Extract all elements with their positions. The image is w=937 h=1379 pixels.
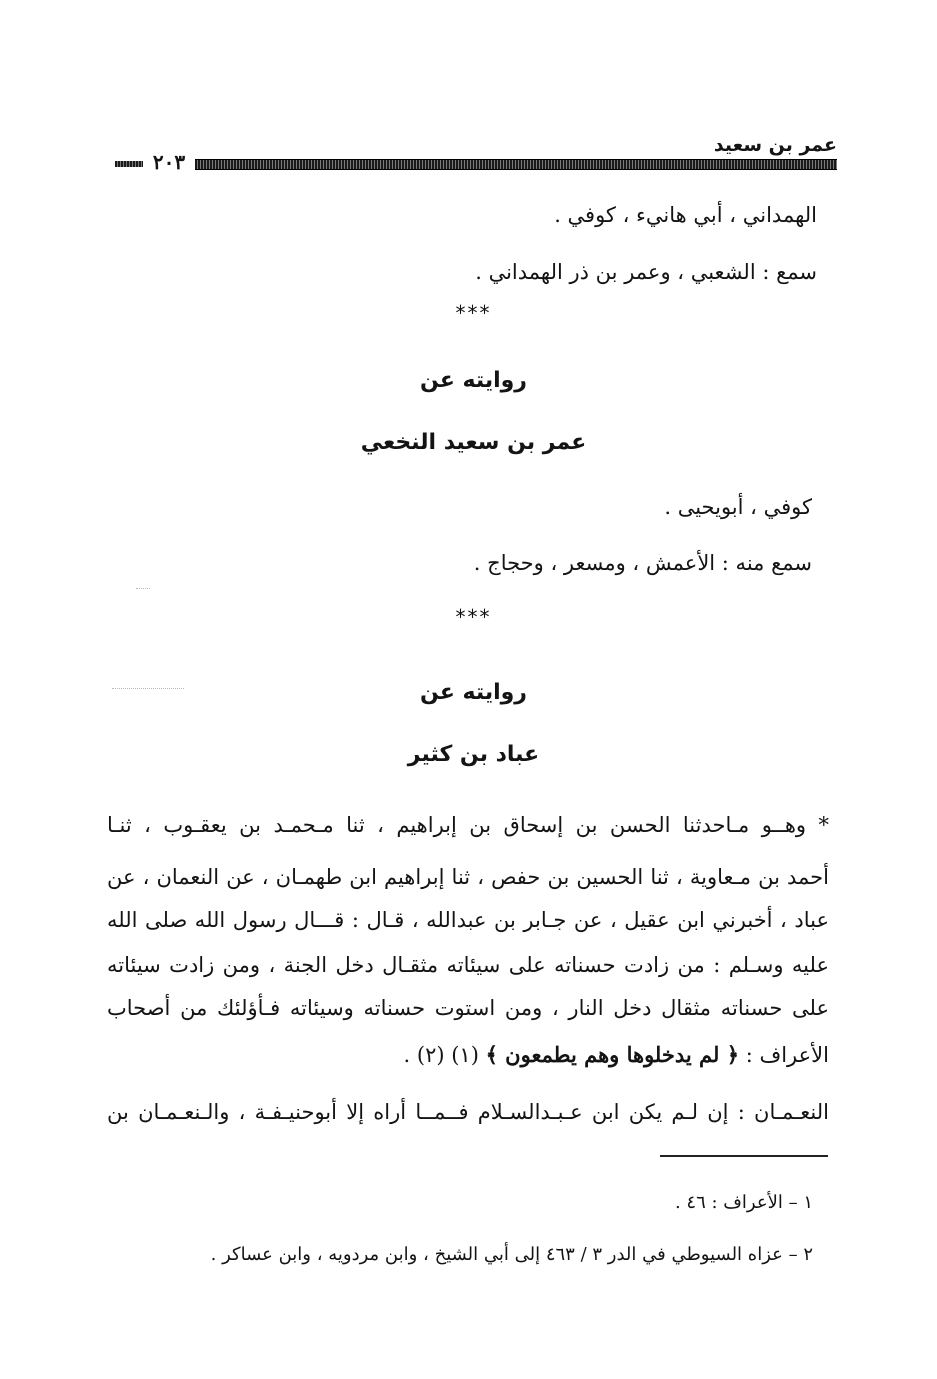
text-line: الهمداني ، أبي هانيء ، كوفي . (554, 203, 817, 227)
running-header-title: عمر بن سعيد (713, 134, 837, 156)
paragraph-text: الأعراف : (739, 1043, 829, 1067)
text-line: كوفي ، أبويحيى . (664, 495, 812, 519)
footnote: ٢ – عزاه السيوطي في الدر ٣ / ٤٦٣ إلى أبي الشيخ ، وابن مردويه ، وابن عساكر . (210, 1244, 813, 1265)
footnote-refs: (١) (٢) . (403, 1043, 486, 1067)
page-number: ٢٠٣ (144, 150, 194, 174)
paragraph-line: عليه وسـلم : من زادت حسناته على سيئاته مثقـال دخل الجنة ، ومن زادت سيئاته (107, 953, 829, 977)
header-rule-end (115, 161, 143, 167)
footnote: ١ – الأعراف : ٤٦ . (674, 1192, 813, 1213)
footnote-rule (660, 1155, 828, 1157)
paragraph-line: أحمد بن مـعاوية ، ثنا الحسين بن حفص ، ثنا إبراهيم ابن طهمـان ، عن النعمان ، عن (107, 865, 829, 889)
section-heading: روايته عن (420, 368, 527, 393)
quran-quote: ﴿ لم يدخلوها وهم يطمعون ﴾ (485, 1042, 740, 1067)
scan-artifact (136, 588, 150, 589)
scan-artifact (112, 688, 184, 689)
paragraph-line: على حسناته مثقال دخل النار ، ومن استوت حسناته وسيئاته فـأؤلئك من أصحاب (107, 996, 829, 1020)
text-line: سمع : الشعبي ، وعمر بن ذر الهمداني . (475, 260, 817, 284)
section-separator: *** (455, 301, 492, 325)
paragraph-line: النعـمـان : إن لـم يكن ابن عـبـدالسـلام فــمــا أراه إلا أبوحنيـفـة ، والـنعـمـان بن (107, 1100, 829, 1124)
section-separator: *** (455, 605, 492, 629)
paragraph-last-line (404, 1040, 829, 1070)
paragraph-line: عباد ، أخبرني ابن عقيل ، عن جـابر بن عبدالله ، قـال : قـــال رسول الله صلى الله (107, 908, 829, 932)
paragraph-line: * وهــو مـاحدثنا الحسن بن إسحاق بن إبراهيم ، ثنا مـحمـد بن يعقـوب ، ثنـا (107, 813, 829, 837)
narrator-name-heading: عمر بن سعيد النخعي (360, 430, 587, 455)
running-header (110, 134, 837, 174)
narrator-name-heading: عباد بن كثير (407, 742, 540, 767)
text-line: سمع منه : الأعمش ، ومسعر ، وحجاج . (473, 551, 812, 575)
section-heading: روايته عن (420, 680, 527, 705)
header-rule (195, 159, 837, 170)
